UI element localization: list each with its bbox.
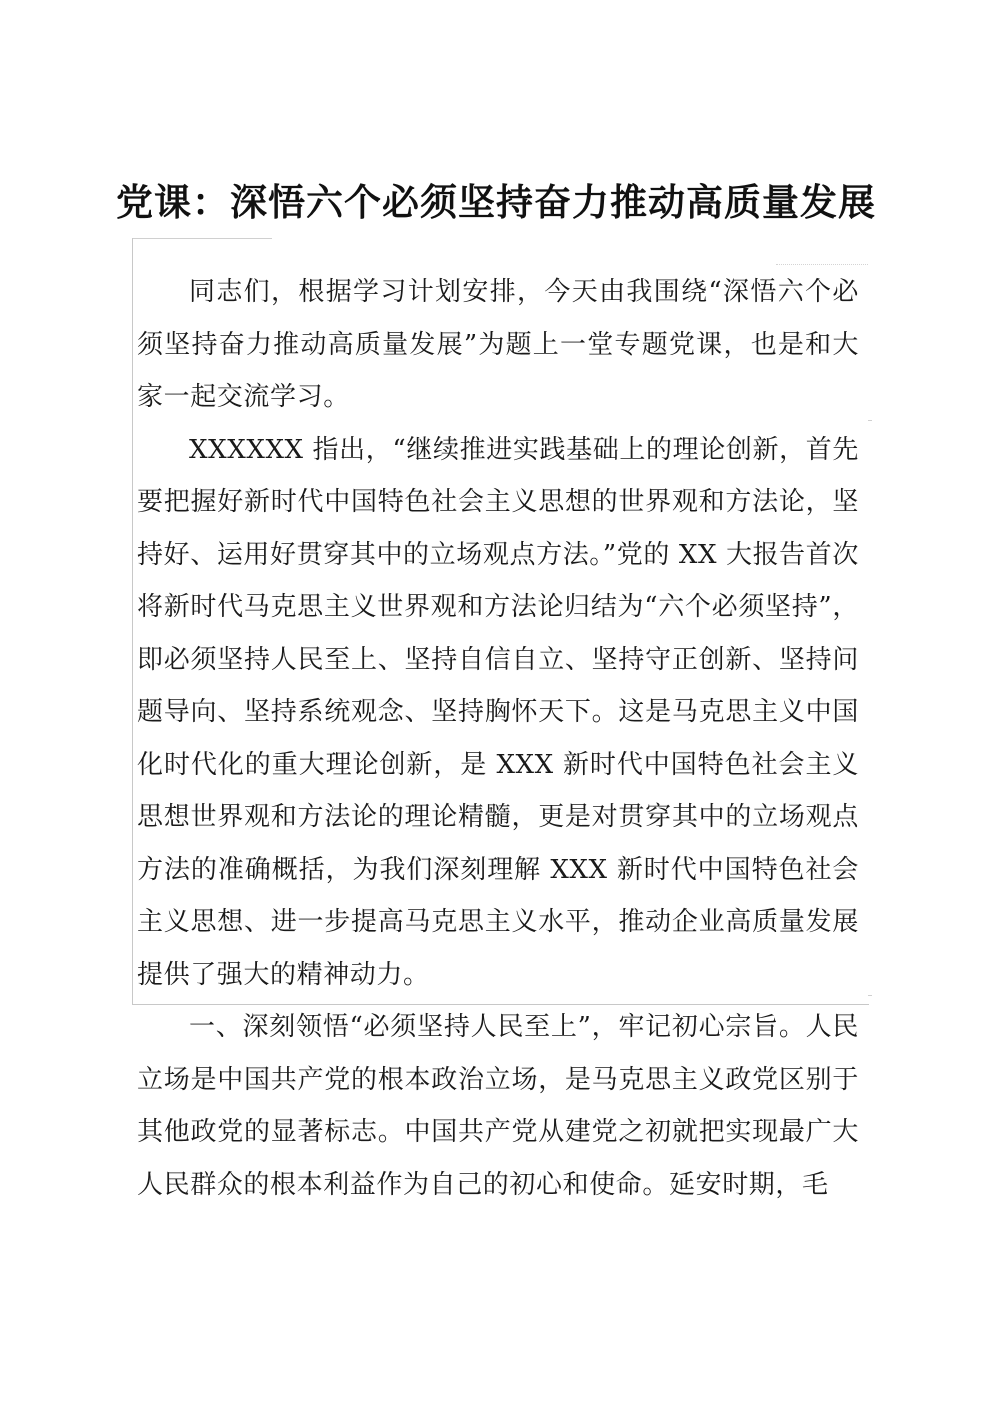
paragraph-section-one: 一、深刻领悟“必须坚持人民至上”，牢记初心宗旨。人民立场是中国共产党的根本政治立场，是马克思主义政党区别于其他政党的显著标志。中国共产党从建党之初就把实现最广大人民群众的根本利益作为自己的初心和使命。延安时期，毛: [137, 1012, 859, 1200]
page-title: 党课：深悟六个必须坚持奋力推动高质量发展: [116, 181, 876, 224]
body-text: [137, 266, 859, 1211]
paragraph-intro: 同志们，根据学习计划安排，今天由我围绕“深悟六个必须坚持奋力推动高质量发展”为题上一堂专题党课，也是和大家一起交流学习。: [137, 277, 859, 412]
paragraph-background: XXXXXX 指出，“继续推进实践基础上的理论创新，首先要把握好新时代中国特色社会主义思想的世界观和方法论，坚持好、运用好贯穿其中的立场观点方法。”党的 XX 大报告首次将新时代马克思主义世界观和方法论归结为“六个必须坚持”，即必须坚持人民至上、坚持自信自立、坚持守正创新、坚持问题导向、坚持系统观念、坚持胸怀天下。这是马克思主义中国化时代化的重大理论创新，是 XXX 新时代中国特色社会主义思想世界观和方法论的理论精髓，更是对贯穿其中的立场观点方法的准确概括，为我们深刻理解 XXX 新时代中国特色社会主义思想、进一步提高马克思主义水平，推动企业高质量发展提供了强大的精神动力。: [137, 434, 859, 990]
